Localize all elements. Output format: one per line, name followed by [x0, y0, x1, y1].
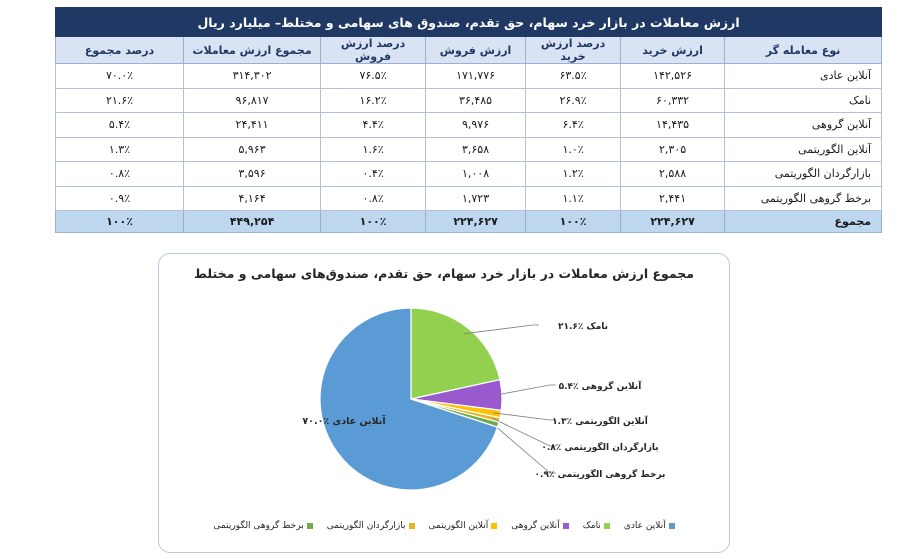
- table: [55, 7, 882, 233]
- cell-type: برخط گروهی الگوریتمی: [725, 186, 882, 211]
- legend-swatch-icon: [491, 523, 497, 529]
- legend-label: آنلاین الگوریتمی: [428, 521, 489, 531]
- legend-swatch-icon: [307, 523, 313, 529]
- header-sell-percent: درصد ارزش فروش: [321, 37, 426, 64]
- cell-buy-percent: ۲۶.۹٪: [526, 88, 621, 113]
- cell-buy-value: ۲,۴۴۱: [621, 186, 725, 211]
- cell-total-percent: ۱.۳٪: [56, 137, 184, 162]
- trading-value-table: [55, 7, 881, 233]
- table-row: [56, 137, 882, 162]
- header-sell-value: ارزش فروش: [426, 37, 526, 64]
- pie-chart: [159, 254, 729, 552]
- slice-label: برخط گروهی الگوریتمی ٪۰.۹: [534, 470, 666, 480]
- cell-total-percent: ۰.۸٪: [56, 162, 184, 187]
- total-total-value: ۴۴۹,۲۵۴: [184, 211, 321, 233]
- cell-buy-value: ۲,۵۸۸: [621, 162, 725, 187]
- cell-total-value: ۲۴,۴۱۱: [184, 113, 321, 138]
- legend-item: [583, 521, 610, 531]
- legend-swatch-icon: [409, 523, 415, 529]
- legend-item: [429, 521, 498, 531]
- cell-sell-value: ۱,۷۲۳: [426, 186, 526, 211]
- table-header-row: [56, 37, 882, 64]
- cell-type: نامک: [725, 88, 882, 113]
- legend-swatch-icon: [604, 523, 610, 529]
- table-row: [56, 162, 882, 187]
- cell-type: آنلاین گروهی: [725, 113, 882, 138]
- header-total-percent: درصد مجموع: [56, 37, 184, 64]
- legend-item: [327, 521, 415, 531]
- cell-type: بازارگردان الگوریتمی: [725, 162, 882, 187]
- total-sell-value: ۲۲۴,۶۲۷: [426, 211, 526, 233]
- total-label: مجموع: [725, 211, 882, 233]
- slice-label: آنلاین الگوریتمی ٪۱.۳: [552, 417, 648, 427]
- chart-legend: [159, 521, 729, 531]
- cell-buy-percent: ۱.۲٪: [526, 162, 621, 187]
- total-buy-value: ۲۲۴,۶۲۷: [621, 211, 725, 233]
- slice-label: آنلاین گروهی ٪۵.۴: [558, 382, 642, 392]
- slice-label: نامک ٪۲۱.۶: [557, 322, 609, 332]
- cell-buy-percent: ۶۳.۵٪: [526, 64, 621, 89]
- cell-sell-percent: ۴.۴٪: [321, 113, 426, 138]
- total-total-percent: ۱۰۰٪: [56, 211, 184, 233]
- leader-line: [495, 385, 556, 395]
- cell-type: آنلاین عادی: [725, 64, 882, 89]
- cell-buy-value: ۱۴,۴۳۵: [621, 113, 725, 138]
- cell-total-percent: ۷۰.۰٪: [56, 64, 184, 89]
- cell-buy-percent: ۶.۴٪: [526, 113, 621, 138]
- cell-sell-percent: ۷۶.۵٪: [321, 64, 426, 89]
- legend-label: آنلاین گروهی: [511, 521, 560, 531]
- chart-title: مجموع ارزش معاملات در بازار خرد سهام، حق تقدم، صندوق‌های سهامی و مختلط: [194, 266, 694, 281]
- table-total-row: [56, 211, 882, 233]
- header-buy-percent: درصد ارزش خرید: [526, 37, 621, 64]
- cell-total-value: ۹۶,۸۱۷: [184, 88, 321, 113]
- cell-sell-percent: ۱.۶٪: [321, 137, 426, 162]
- legend-label: آنلاین عادی: [623, 521, 666, 531]
- legend-swatch-icon: [563, 523, 569, 529]
- legend-swatch-icon: [669, 523, 675, 529]
- slice-label: بازارگردان الگوریتمی ٪۰.۸: [541, 443, 659, 453]
- cell-sell-value: ۳,۶۵۸: [426, 137, 526, 162]
- header-trader-type: نوع معامله گر: [725, 37, 882, 64]
- cell-sell-value: ۳۶,۴۸۵: [426, 88, 526, 113]
- table-row: [56, 186, 882, 211]
- table-row: [56, 64, 882, 89]
- total-sell-percent: ۱۰۰٪: [321, 211, 426, 233]
- cell-total-percent: ۰.۹٪: [56, 186, 184, 211]
- cell-sell-percent: ۰.۸٪: [321, 186, 426, 211]
- cell-sell-value: ۱,۰۰۸: [426, 162, 526, 187]
- cell-sell-percent: ۰.۴٪: [321, 162, 426, 187]
- cell-total-value: ۳,۵۹۶: [184, 162, 321, 187]
- legend-item: [213, 521, 312, 531]
- cell-type: آنلاین الگوریتمی: [725, 137, 882, 162]
- leader-line: [494, 413, 556, 420]
- cell-buy-percent: ۱.۱٪: [526, 186, 621, 211]
- cell-buy-percent: ۱.۰٪: [526, 137, 621, 162]
- cell-total-percent: ۵.۴٪: [56, 113, 184, 138]
- cell-buy-value: ۱۴۲,۵۲۶: [621, 64, 725, 89]
- cell-sell-value: ۹,۹۷۶: [426, 113, 526, 138]
- cell-total-value: ۴,۱۶۴: [184, 186, 321, 211]
- table-row: [56, 113, 882, 138]
- table-row: [56, 88, 882, 113]
- cell-total-percent: ۲۱.۶٪: [56, 88, 184, 113]
- leader-line: [464, 325, 539, 334]
- legend-label: بازارگردان الگوریتمی: [326, 521, 406, 531]
- cell-buy-value: ۲,۳۰۵: [621, 137, 725, 162]
- cell-sell-percent: ۱۶.۲٪: [321, 88, 426, 113]
- slice-label: آنلاین عادی ٪۷۰.۰: [302, 416, 386, 427]
- total-buy-percent: ۱۰۰٪: [526, 211, 621, 233]
- header-total-value: مجموع ارزش معاملات: [184, 37, 321, 64]
- cell-total-value: ۳۱۴,۳۰۲: [184, 64, 321, 89]
- cell-total-value: ۵,۹۶۳: [184, 137, 321, 162]
- table-title: ارزش معاملات در بازار خرد سهام، حق تقدم، صندوق های سهامی و مختلط– میلیارد ریال: [56, 8, 882, 37]
- legend-item: [624, 521, 675, 531]
- legend-label: برخط گروهی الگوریتمی: [213, 521, 304, 531]
- legend-item: [511, 521, 568, 531]
- cell-sell-value: ۱۷۱,۷۷۶: [426, 64, 526, 89]
- pie-chart-panel: [158, 253, 730, 553]
- legend-label: نامک: [582, 521, 601, 531]
- cell-buy-value: ۶۰,۳۳۲: [621, 88, 725, 113]
- header-buy-value: ارزش خرید: [621, 37, 725, 64]
